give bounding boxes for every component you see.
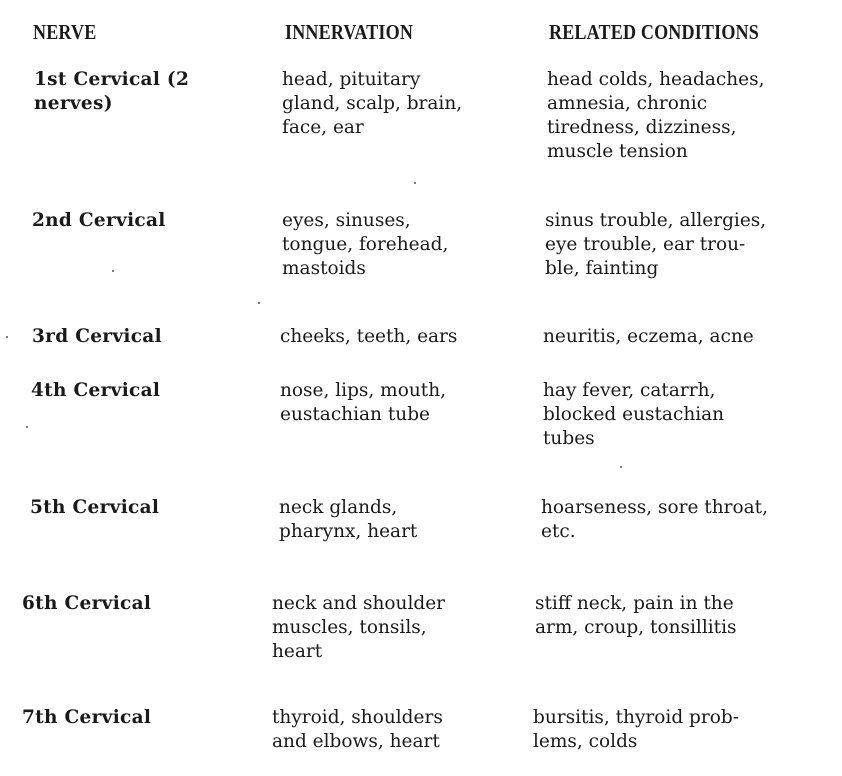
innervation-line: muscles, tonsils, (272, 617, 427, 638)
conditions-line: neuritis, eczema, acne (543, 326, 754, 347)
conditions-line: eye trouble, ear trou- (545, 234, 746, 255)
scan-speck (414, 182, 416, 184)
innervation-line: neck glands, (279, 497, 398, 518)
conditions-line: lems, colds (533, 731, 638, 752)
conditions-cell (543, 325, 754, 349)
innervation-line: eyes, sinuses, (282, 210, 411, 231)
innervation-line: heart (272, 641, 323, 662)
conditions-line: head colds, headaches, (547, 69, 765, 90)
nerve-line: 6th Cervical (22, 593, 152, 614)
scan-speck (258, 302, 260, 304)
conditions-line: arm, croup, tonsillitis (535, 617, 737, 638)
nerve-line: nerves) (34, 93, 113, 114)
conditions-line: etc. (541, 521, 576, 542)
nerve-cell (31, 379, 160, 403)
innervation-cell (280, 325, 457, 349)
innervation-cell (272, 592, 445, 664)
innervation-line: nose, lips, mouth, (280, 380, 447, 401)
header-innervation: INNERVATION (285, 20, 414, 44)
innervation-line: neck and shoulder (272, 593, 445, 614)
scan-speck (26, 426, 28, 428)
nerve-line: 7th Cervical (22, 707, 152, 728)
conditions-line: sinus trouble, allergies, (545, 210, 767, 231)
conditions-line: stiff neck, pain in the (535, 593, 734, 614)
conditions-cell (545, 209, 766, 281)
conditions-line: ble, fainting (545, 258, 659, 279)
nerve-line: 1st Cervical (2 (34, 69, 190, 90)
innervation-line: thyroid, shoulders (272, 707, 443, 728)
innervation-line: and elbows, heart (272, 731, 440, 752)
conditions-line: hay fever, catarrh, (543, 380, 716, 401)
conditions-cell (547, 68, 765, 164)
conditions-line: muscle tension (547, 141, 688, 162)
nerve-cell (32, 325, 162, 349)
nerve-line: 4th Cervical (31, 380, 161, 401)
nerve-cell (22, 706, 151, 730)
nerve-line: 5th Cervical (30, 497, 160, 518)
header-nerve: NERVE (33, 20, 97, 44)
header-related-conditions: RELATED CONDITIONS (549, 20, 760, 44)
conditions-line: blocked eustachian (543, 404, 725, 425)
conditions-line: tiredness, dizziness, (547, 117, 737, 138)
innervation-cell (282, 68, 462, 140)
nerve-cell (30, 496, 159, 520)
scan-speck (112, 270, 114, 272)
innervation-cell (272, 706, 443, 754)
innervation-line: pharynx, heart (279, 521, 418, 542)
nerve-cell (34, 68, 189, 116)
nerve-line: 3rd Cervical (32, 326, 162, 347)
innervation-cell (279, 496, 417, 544)
conditions-line: bursitis, thyroid prob- (533, 707, 739, 728)
conditions-cell (535, 592, 737, 640)
innervation-line: tongue, forehead, (282, 234, 449, 255)
conditions-line: tubes (543, 428, 595, 449)
innervation-line: cheeks, teeth, ears (280, 326, 458, 347)
conditions-line: hoarseness, sore throat, (541, 497, 768, 518)
conditions-cell (533, 706, 739, 754)
nerve-cell (32, 209, 166, 233)
nerve-cell (22, 592, 151, 616)
conditions-cell (543, 379, 724, 451)
scan-speck (620, 466, 622, 468)
scan-speck (6, 336, 8, 338)
innervation-cell (282, 209, 448, 281)
innervation-cell (280, 379, 446, 427)
innervation-line: head, pituitary (282, 69, 421, 90)
innervation-line: eustachian tube (280, 404, 430, 425)
innervation-line: gland, scalp, brain, (282, 93, 463, 114)
conditions-cell (541, 496, 768, 544)
conditions-line: amnesia, chronic (547, 93, 708, 114)
nerve-line: 2nd Cervical (32, 210, 166, 231)
innervation-line: mastoids (282, 258, 366, 279)
innervation-line: face, ear (282, 117, 364, 138)
